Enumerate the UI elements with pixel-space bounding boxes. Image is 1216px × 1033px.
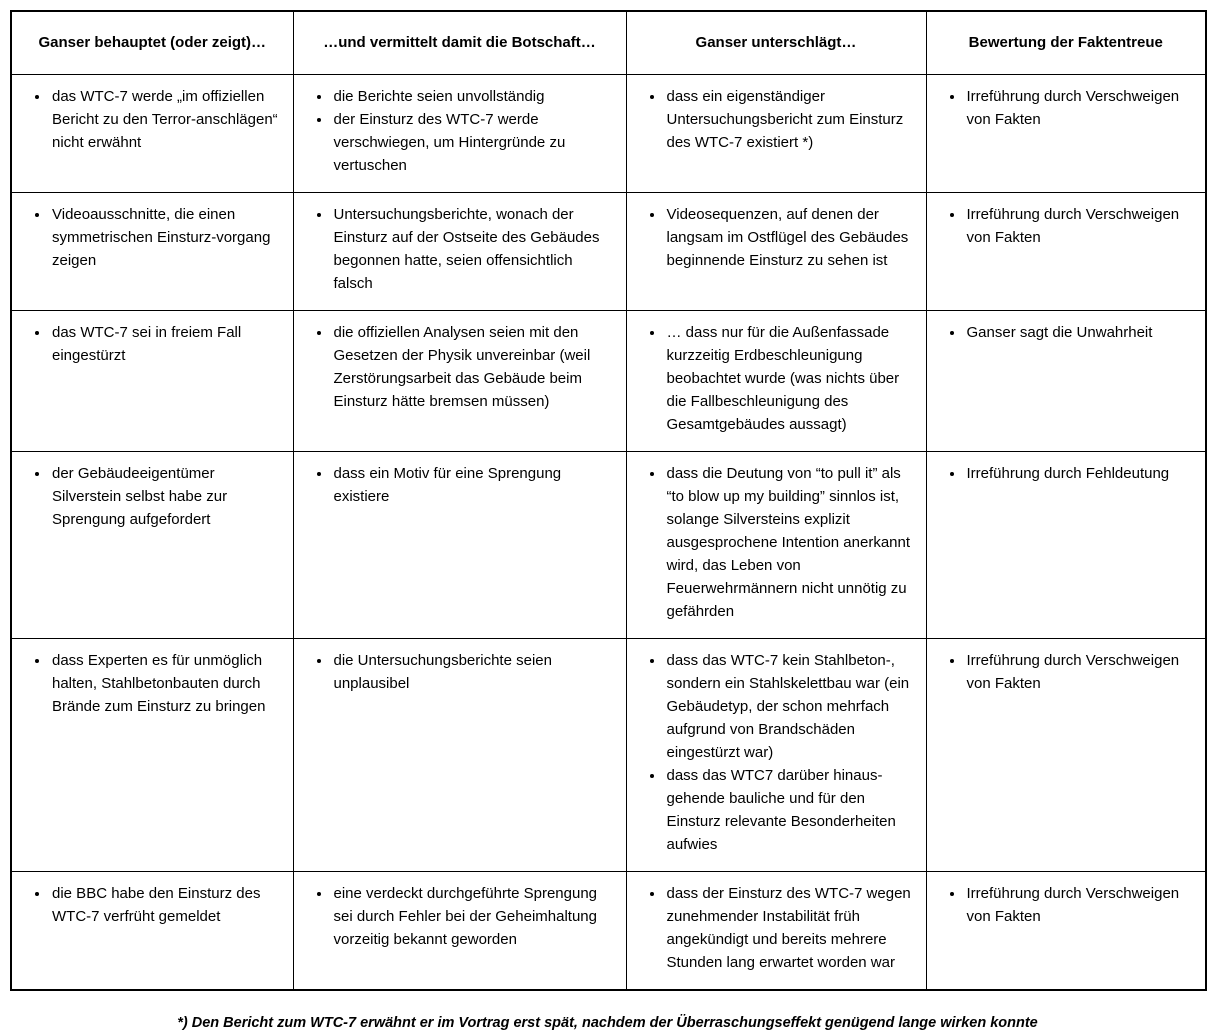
table-row (11, 192, 1206, 310)
column-header-message: …und vermittelt damit die Botschaft… (293, 11, 626, 74)
cell-claims (11, 451, 293, 638)
bullet-item: • dass ein Motiv für eine Sprengung existiere (332, 462, 616, 508)
bullet-list (927, 85, 1196, 131)
bullet-list (294, 882, 616, 951)
bullet-list (627, 462, 916, 623)
bullet-item: • Videoausschnitte, die einen symmetrischen Einsturz-vorgang zeigen (50, 203, 283, 272)
cell-message (293, 451, 626, 638)
bullet-list (927, 462, 1196, 485)
cell-rating (926, 310, 1206, 451)
bullet-list (927, 321, 1196, 344)
column-header-rating: Bewertung der Faktentreue (926, 11, 1206, 74)
bullet-list (12, 649, 283, 718)
bullet-item: • das WTC-7 sei in freiem Fall eingestürzt (50, 321, 283, 367)
bullet-list (627, 649, 916, 856)
cell-omitted (626, 871, 926, 990)
cell-message (293, 638, 626, 871)
cell-omitted (626, 192, 926, 310)
table-row (11, 310, 1206, 451)
bullet-list (927, 203, 1196, 249)
bullet-list (294, 203, 616, 295)
bullet-list (927, 882, 1196, 928)
cell-message (293, 74, 626, 192)
fact-check-table (10, 10, 1207, 991)
footnote: *) Den Bericht zum WTC-7 erwähnt er im Vortrag erst spät, nachdem der Überraschungseffekt genügend lange wirken konnte (177, 1014, 1038, 1031)
bullet-item: • die Untersuchungsberichte seien unplausibel (332, 649, 616, 695)
bullet-item: • das WTC-7 werde „im offiziellen Bericht zu den Terror-anschlägen“ nicht erwähnt (50, 85, 283, 154)
bullet-item: • Irreführung durch Verschweigen von Fakten (965, 882, 1196, 928)
cell-rating (926, 638, 1206, 871)
cell-claims (11, 638, 293, 871)
bullet-item: • der Einsturz des WTC-7 werde verschwiegen, um Hintergründe zu vertuschen (332, 108, 616, 177)
bullet-item: • eine verdeckt durchgeführte Sprengung sei durch Fehler bei der Geheimhaltung vorzeitig bekannt geworden (332, 882, 616, 951)
cell-omitted (626, 310, 926, 451)
bullet-item: • dass das WTC7 darüber hinaus-gehende bauliche und für den Einsturz relevante Besonderheiten aufwies (665, 764, 916, 856)
bullet-list (927, 649, 1196, 695)
cell-claims (11, 871, 293, 990)
table-row (11, 871, 1206, 990)
bullet-list (627, 85, 916, 154)
bullet-list (12, 882, 283, 928)
bullet-list (12, 85, 283, 154)
bullet-item: • … dass nur für die Außenfassade kurzzeitig Erdbeschleunigung beobachtet wurde (was nichts über die Fallbeschleunigung des Gesamtgebäudes aussagt) (665, 321, 916, 436)
bullet-list (294, 649, 616, 695)
cell-rating (926, 74, 1206, 192)
bullet-list (12, 203, 283, 272)
table-row (11, 451, 1206, 638)
cell-omitted (626, 638, 926, 871)
bullet-item: • Irreführung durch Verschweigen von Fakten (965, 203, 1196, 249)
bullet-item: • Untersuchungsberichte, wonach der Einsturz auf der Ostseite des Gebäudes begonnen hatte, seien offensichtlich falsch (332, 203, 616, 295)
bullet-list (294, 462, 616, 508)
column-header-claims: Ganser behauptet (oder zeigt)… (11, 11, 293, 74)
bullet-item: • dass ein eigenständiger Untersuchungsbericht zum Einsturz des WTC-7 existiert *) (665, 85, 916, 154)
bullet-item: • Ganser sagt die Unwahrheit (965, 321, 1196, 344)
table-row (11, 74, 1206, 192)
bullet-list (627, 882, 916, 974)
bullet-item: • dass Experten es für unmöglich halten, Stahlbetonbauten durch Brände zum Einsturz zu bringen (50, 649, 283, 718)
bullet-item: • die offiziellen Analysen seien mit den Gesetzen der Physik unvereinbar (weil Zerstörungsarbeit das Gebäude beim Einsturz hätte bremsen müssen) (332, 321, 616, 413)
column-header-omitted: Ganser unterschlägt… (626, 11, 926, 74)
bullet-item: • Irreführung durch Verschweigen von Fakten (965, 649, 1196, 695)
bullet-item: • dass der Einsturz des WTC-7 wegen zunehmender Instabilität früh angekündigt und bereits mehrere Stunden lang erwartet worden war (665, 882, 916, 974)
cell-rating (926, 871, 1206, 990)
bullet-item: • Irreführung durch Verschweigen von Fakten (965, 85, 1196, 131)
bullet-list (294, 321, 616, 413)
bullet-list (294, 85, 616, 177)
cell-claims (11, 192, 293, 310)
bullet-item: • die Berichte seien unvollständig (332, 85, 616, 108)
table-body (11, 74, 1206, 990)
cell-omitted (626, 74, 926, 192)
bullet-list (627, 203, 916, 272)
bullet-item: • Irreführung durch Fehldeutung (965, 462, 1196, 485)
cell-message (293, 871, 626, 990)
table-row (11, 638, 1206, 871)
cell-rating (926, 451, 1206, 638)
cell-claims (11, 310, 293, 451)
cell-claims (11, 74, 293, 192)
cell-rating (926, 192, 1206, 310)
bullet-item: • der Gebäudeeigentümer Silverstein selbst habe zur Sprengung aufgefordert (50, 462, 283, 531)
bullet-item: • Videosequenzen, auf denen der langsam im Ostflügel des Gebäudes beginnende Einsturz zu sehen ist (665, 203, 916, 272)
bullet-item: • dass die Deutung von “to pull it” als “to blow up my building” sinnlos ist, solange Silversteins explizit ausgesprochene Intention anerkannt wird, das Leben von Feuerwehrmännern nicht unnötig zu gefährden (665, 462, 916, 623)
cell-message (293, 310, 626, 451)
bullet-list (627, 321, 916, 436)
cell-omitted (626, 451, 926, 638)
bullet-list (12, 462, 283, 531)
bullet-list (12, 321, 283, 367)
bullet-item: • dass das WTC-7 kein Stahlbeton-, sondern ein Stahlskelettbau war (ein Gebäudetyp, der schon mehrfach aufgrund von Brandschäden eingestürzt war) (665, 649, 916, 764)
table-header-row (11, 11, 1206, 74)
cell-message (293, 192, 626, 310)
bullet-item: • die BBC habe den Einsturz des WTC-7 verfrüht gemeldet (50, 882, 283, 928)
